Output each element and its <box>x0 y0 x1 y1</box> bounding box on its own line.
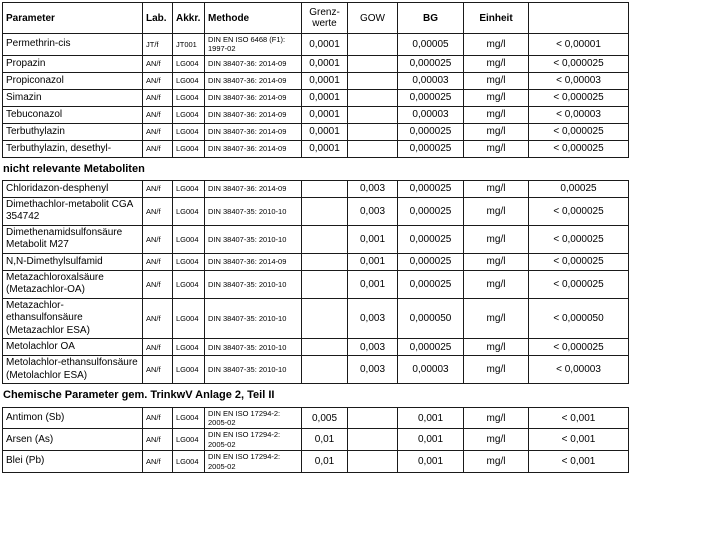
cell-bg: 0,000025 <box>398 270 464 298</box>
cell-methode: DIN 38407-35: 2010-10 <box>205 197 302 225</box>
cell-gow <box>348 72 398 89</box>
cell-akkr: LG004 <box>173 197 205 225</box>
cell-grenzwerte <box>302 298 348 339</box>
table-row <box>3 55 629 72</box>
table-row <box>3 270 629 298</box>
cell-grenzwerte <box>302 253 348 270</box>
cell-grenzwerte <box>302 270 348 298</box>
table-row <box>3 451 629 473</box>
cell-parameter: Metazachlor-ethansulfonsäure (Metazachlor ESA) <box>3 298 143 339</box>
cell-bg: 0,000025 <box>398 225 464 253</box>
cell-methode: DIN 38407-35: 2010-10 <box>205 356 302 384</box>
cell-lab: AN/f <box>143 429 173 451</box>
cell-einheit: mg/l <box>464 34 529 56</box>
cell-einheit: mg/l <box>464 72 529 89</box>
cell-gow <box>348 55 398 72</box>
cell-bg: 0,000025 <box>398 197 464 225</box>
cell-lab: AN/f <box>143 298 173 339</box>
cell-lab: AN/f <box>143 140 173 157</box>
cell-grenzwerte: 0,0001 <box>302 140 348 157</box>
cell-akkr: LG004 <box>173 356 205 384</box>
cell-einheit: mg/l <box>464 55 529 72</box>
cell-bg: 0,000025 <box>398 89 464 106</box>
column-header-lab: Lab. <box>143 3 173 34</box>
cell-lab: AN/f <box>143 197 173 225</box>
cell-grenzwerte <box>302 339 348 356</box>
cell-bg: 0,001 <box>398 407 464 429</box>
cell-grenzwerte <box>302 197 348 225</box>
table-row <box>3 339 629 356</box>
cell-parameter: Propazin <box>3 55 143 72</box>
tables-root <box>2 2 628 473</box>
cell-gow: 0,001 <box>348 253 398 270</box>
table-row <box>3 356 629 384</box>
results-table-section-2 <box>2 407 629 473</box>
cell-akkr: LG004 <box>173 89 205 106</box>
cell-messwert: < 0,00003 <box>529 106 629 123</box>
cell-gow <box>348 429 398 451</box>
table-row <box>3 197 629 225</box>
table-row <box>3 180 629 197</box>
cell-lab: AN/f <box>143 253 173 270</box>
cell-methode: DIN 38407-36: 2014-09 <box>205 72 302 89</box>
cell-akkr: LG004 <box>173 225 205 253</box>
cell-akkr: LG004 <box>173 298 205 339</box>
cell-einheit: mg/l <box>464 429 529 451</box>
column-header-akkr: Akkr. <box>173 3 205 34</box>
cell-bg: 0,001 <box>398 451 464 473</box>
cell-methode: DIN EN ISO 17294-2: 2005-02 <box>205 451 302 473</box>
cell-messwert: < 0,000025 <box>529 253 629 270</box>
cell-einheit: mg/l <box>464 356 529 384</box>
cell-grenzwerte: 0,01 <box>302 429 348 451</box>
cell-parameter: Antimon (Sb) <box>3 407 143 429</box>
column-header-grenzwerte: Grenz- werte <box>302 3 348 34</box>
cell-lab: AN/f <box>143 225 173 253</box>
table-row <box>3 253 629 270</box>
cell-lab: AN/f <box>143 123 173 140</box>
cell-parameter: Dimethachlor-metabolit CGA 354742 <box>3 197 143 225</box>
cell-parameter: Metazachloroxalsäure (Metazachlor-OA) <box>3 270 143 298</box>
cell-akkr: LG004 <box>173 451 205 473</box>
cell-akkr: LG004 <box>173 72 205 89</box>
column-header-einheit: Einheit <box>464 3 529 34</box>
cell-lab: AN/f <box>143 72 173 89</box>
cell-akkr: LG004 <box>173 106 205 123</box>
header-row <box>3 3 629 34</box>
section-heading: Chemische Parameter gem. TrinkwV Anlage 2, Teil II <box>3 389 275 402</box>
cell-messwert: < 0,001 <box>529 451 629 473</box>
cell-gow <box>348 451 398 473</box>
cell-parameter: Terbuthylazin, desethyl- <box>3 140 143 157</box>
table-row <box>3 429 629 451</box>
cell-grenzwerte <box>302 180 348 197</box>
table-row <box>3 407 629 429</box>
cell-bg: 0,001 <box>398 429 464 451</box>
table-row <box>3 225 629 253</box>
section-heading: nicht relevante Metaboliten <box>3 162 145 175</box>
cell-bg: 0,000050 <box>398 298 464 339</box>
cell-einheit: mg/l <box>464 270 529 298</box>
cell-gow <box>348 407 398 429</box>
cell-bg: 0,00003 <box>398 356 464 384</box>
cell-bg: 0,000025 <box>398 123 464 140</box>
cell-grenzwerte <box>302 356 348 384</box>
cell-messwert: < 0,00003 <box>529 72 629 89</box>
cell-messwert: < 0,000025 <box>529 225 629 253</box>
cell-gow: 0,003 <box>348 197 398 225</box>
cell-messwert: < 0,000025 <box>529 197 629 225</box>
column-header-bg: BG <box>398 3 464 34</box>
cell-messwert: < 0,00001 <box>529 34 629 56</box>
cell-parameter: Terbuthylazin <box>3 123 143 140</box>
cell-messwert: < 0,000025 <box>529 55 629 72</box>
cell-methode: DIN EN ISO 17294-2: 2005-02 <box>205 407 302 429</box>
cell-methode: DIN 38407-36: 2014-09 <box>205 123 302 140</box>
cell-akkr: LG004 <box>173 180 205 197</box>
cell-lab: AN/f <box>143 407 173 429</box>
cell-akkr: LG004 <box>173 429 205 451</box>
cell-grenzwerte: 0,0001 <box>302 89 348 106</box>
cell-einheit: mg/l <box>464 253 529 270</box>
column-header-gow: GOW <box>348 3 398 34</box>
cell-messwert: < 0,000025 <box>529 140 629 157</box>
cell-lab: AN/f <box>143 180 173 197</box>
cell-parameter: Blei (Pb) <box>3 451 143 473</box>
cell-einheit: mg/l <box>464 123 529 140</box>
cell-bg: 0,000025 <box>398 339 464 356</box>
cell-akkr: LG004 <box>173 339 205 356</box>
cell-einheit: mg/l <box>464 197 529 225</box>
cell-akkr: LG004 <box>173 270 205 298</box>
cell-parameter: Chloridazon-desphenyl <box>3 180 143 197</box>
cell-methode: DIN 38407-36: 2014-09 <box>205 55 302 72</box>
cell-parameter: Metolachlor OA <box>3 339 143 356</box>
cell-methode: DIN 38407-36: 2014-09 <box>205 140 302 157</box>
cell-lab: AN/f <box>143 451 173 473</box>
cell-lab: JT/f <box>143 34 173 56</box>
cell-grenzwerte: 0,005 <box>302 407 348 429</box>
cell-akkr: LG004 <box>173 123 205 140</box>
cell-lab: AN/f <box>143 106 173 123</box>
cell-parameter: Propiconazol <box>3 72 143 89</box>
cell-methode: DIN EN ISO 17294-2: 2005-02 <box>205 429 302 451</box>
cell-messwert: < 0,000025 <box>529 270 629 298</box>
cell-akkr: LG004 <box>173 253 205 270</box>
cell-methode: DIN 38407-35: 2010-10 <box>205 225 302 253</box>
cell-bg: 0,000025 <box>398 180 464 197</box>
cell-parameter: Dimethenamidsulfonsäure Metabolit M27 <box>3 225 143 253</box>
cell-akkr: JT001 <box>173 34 205 56</box>
cell-bg: 0,000025 <box>398 55 464 72</box>
cell-gow: 0,003 <box>348 356 398 384</box>
cell-bg: 0,000025 <box>398 140 464 157</box>
cell-lab: AN/f <box>143 339 173 356</box>
cell-parameter: Tebuconazol <box>3 106 143 123</box>
cell-parameter: Simazin <box>3 89 143 106</box>
cell-bg: 0,00003 <box>398 72 464 89</box>
cell-grenzwerte: 0,0001 <box>302 72 348 89</box>
cell-akkr: LG004 <box>173 55 205 72</box>
cell-gow <box>348 34 398 56</box>
cell-messwert: < 0,001 <box>529 407 629 429</box>
cell-bg: 0,00005 <box>398 34 464 56</box>
cell-einheit: mg/l <box>464 106 529 123</box>
cell-grenzwerte: 0,0001 <box>302 55 348 72</box>
cell-methode: DIN 38407-35: 2010-10 <box>205 298 302 339</box>
cell-lab: AN/f <box>143 89 173 106</box>
cell-gow: 0,003 <box>348 180 398 197</box>
cell-akkr: LG004 <box>173 140 205 157</box>
cell-methode: DIN 38407-35: 2010-10 <box>205 270 302 298</box>
cell-messwert: < 0,000025 <box>529 89 629 106</box>
cell-akkr: LG004 <box>173 407 205 429</box>
cell-messwert: < 0,000050 <box>529 298 629 339</box>
cell-lab: AN/f <box>143 356 173 384</box>
cell-methode: DIN 38407-36: 2014-09 <box>205 89 302 106</box>
cell-grenzwerte: 0,0001 <box>302 106 348 123</box>
cell-methode: DIN EN ISO 6468 (F1): 1997-02 <box>205 34 302 56</box>
cell-lab: AN/f <box>143 55 173 72</box>
cell-parameter: Arsen (As) <box>3 429 143 451</box>
cell-gow <box>348 106 398 123</box>
table-row <box>3 72 629 89</box>
table-row <box>3 34 629 56</box>
cell-messwert: < 0,000025 <box>529 339 629 356</box>
cell-einheit: mg/l <box>464 140 529 157</box>
cell-bg: 0,000025 <box>398 253 464 270</box>
cell-einheit: mg/l <box>464 298 529 339</box>
cell-parameter: N,N-Dimethylsulfamid <box>3 253 143 270</box>
cell-gow: 0,001 <box>348 225 398 253</box>
cell-gow: 0,003 <box>348 298 398 339</box>
cell-einheit: mg/l <box>464 180 529 197</box>
cell-messwert: < 0,000025 <box>529 123 629 140</box>
table-row <box>3 123 629 140</box>
cell-parameter: Permethrin-cis <box>3 34 143 56</box>
cell-einheit: mg/l <box>464 225 529 253</box>
cell-einheit: mg/l <box>464 339 529 356</box>
cell-grenzwerte: 0,0001 <box>302 34 348 56</box>
cell-methode: DIN 38407-36: 2014-09 <box>205 180 302 197</box>
cell-einheit: mg/l <box>464 89 529 106</box>
cell-gow <box>348 89 398 106</box>
cell-messwert: < 0,00003 <box>529 356 629 384</box>
cell-methode: DIN 38407-36: 2014-09 <box>205 253 302 270</box>
results-table-section-0 <box>2 2 629 158</box>
cell-messwert: 0,00025 <box>529 180 629 197</box>
cell-messwert: < 0,001 <box>529 429 629 451</box>
results-tables-area <box>2 2 628 473</box>
cell-grenzwerte: 0,01 <box>302 451 348 473</box>
column-header-messwert <box>529 3 629 34</box>
cell-grenzwerte: 0,0001 <box>302 123 348 140</box>
table-row <box>3 298 629 339</box>
cell-gow <box>348 140 398 157</box>
cell-bg: 0,00003 <box>398 106 464 123</box>
cell-einheit: mg/l <box>464 407 529 429</box>
cell-methode: DIN 38407-36: 2014-09 <box>205 106 302 123</box>
table-row <box>3 140 629 157</box>
cell-gow: 0,001 <box>348 270 398 298</box>
cell-lab: AN/f <box>143 270 173 298</box>
cell-gow <box>348 123 398 140</box>
cell-einheit: mg/l <box>464 451 529 473</box>
column-header-methode: Methode <box>205 3 302 34</box>
cell-methode: DIN 38407-35: 2010-10 <box>205 339 302 356</box>
table-row <box>3 89 629 106</box>
results-table-section-1 <box>2 180 629 385</box>
cell-gow: 0,003 <box>348 339 398 356</box>
cell-parameter: Metolachlor-ethansulfonsäure (Metolachlor ESA) <box>3 356 143 384</box>
cell-grenzwerte <box>302 225 348 253</box>
column-header-parameter: Parameter <box>3 3 143 34</box>
table-row <box>3 106 629 123</box>
